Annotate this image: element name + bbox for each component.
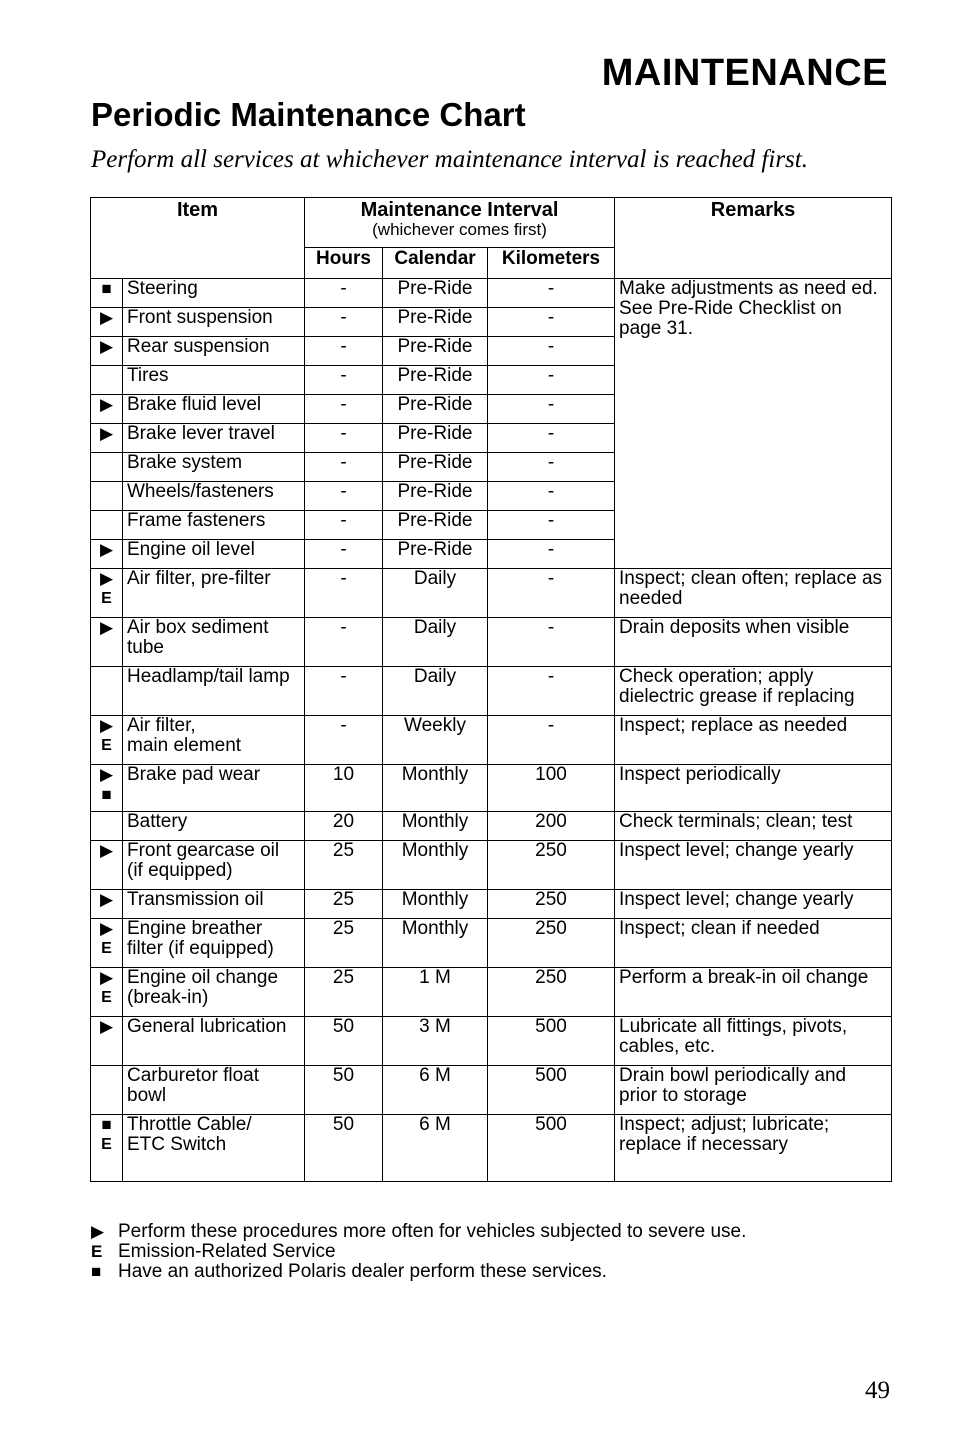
row-kilometers: - xyxy=(488,424,615,453)
row-remarks: Perform a break-in oil change xyxy=(615,968,892,1017)
row-kilometers: - xyxy=(488,482,615,511)
header-hours: Hours xyxy=(305,248,383,279)
row-hours: 20 xyxy=(305,812,383,841)
row-calendar: Pre-Ride xyxy=(383,395,488,424)
row-hours: 50 xyxy=(305,1115,383,1182)
row-symbol: ▶ xyxy=(91,540,123,569)
row-item: Brake pad wear xyxy=(123,765,305,812)
row-remarks: Inspect; adjust; lubricate; replace if necessary xyxy=(615,1115,892,1182)
row-symbol: ▶ xyxy=(91,395,123,424)
legend xyxy=(91,1222,746,1282)
table-row xyxy=(91,1017,892,1066)
row-kilometers: 200 xyxy=(488,812,615,841)
row-kilometers: 250 xyxy=(488,890,615,919)
row-kilometers: - xyxy=(488,511,615,540)
row-kilometers: - xyxy=(488,308,615,337)
row-hours: - xyxy=(305,366,383,395)
row-symbol: ▶ xyxy=(91,618,123,667)
row-calendar: Monthly xyxy=(383,919,488,968)
row-remarks: Drain bowl periodically and prior to storage xyxy=(615,1066,892,1115)
row-hours: - xyxy=(305,716,383,765)
row-kilometers: - xyxy=(488,366,615,395)
row-calendar: Monthly xyxy=(383,890,488,919)
row-calendar: Pre-Ride xyxy=(383,308,488,337)
legend-item xyxy=(91,1222,746,1242)
row-symbol xyxy=(91,667,123,716)
legend-item xyxy=(91,1262,746,1282)
legend-text: Emission-Related Service xyxy=(118,1241,336,1262)
row-item: Rear suspension xyxy=(123,337,305,366)
table-row xyxy=(91,841,892,890)
legend-text: Perform these procedures more often for vehicles subjected to severe use. xyxy=(118,1221,747,1242)
table-row xyxy=(91,569,892,618)
header-kilometers: Kilometers xyxy=(488,248,615,279)
row-item: Transmission oil xyxy=(123,890,305,919)
row-calendar: 6 M xyxy=(383,1115,488,1182)
section-title: MAINTENANCE xyxy=(601,52,888,94)
table-row xyxy=(91,716,892,765)
table-row xyxy=(91,279,892,308)
row-calendar: Pre-Ride xyxy=(383,279,488,308)
row-hours: - xyxy=(305,482,383,511)
row-calendar: 1 M xyxy=(383,968,488,1017)
row-item: Air filter, pre-filter xyxy=(123,569,305,618)
row-calendar: 6 M xyxy=(383,1066,488,1115)
row-remarks: Make adjustments as need ed. See Pre-Ride Checklist on page 31. xyxy=(615,279,892,569)
row-item: Engine oil change (break-in) xyxy=(123,968,305,1017)
table-row xyxy=(91,1115,892,1182)
row-kilometers: - xyxy=(488,540,615,569)
row-symbol: ▶ xyxy=(91,890,123,919)
row-calendar: Pre-Ride xyxy=(383,482,488,511)
row-item: General lubrication xyxy=(123,1017,305,1066)
row-calendar: Daily xyxy=(383,569,488,618)
row-kilometers: 500 xyxy=(488,1115,615,1182)
header-interval-label: Maintenance Interval xyxy=(360,199,559,221)
row-hours: - xyxy=(305,453,383,482)
row-hours: - xyxy=(305,424,383,453)
row-kilometers: - xyxy=(488,569,615,618)
row-hours: - xyxy=(305,279,383,308)
row-kilometers: 250 xyxy=(488,919,615,968)
row-calendar: Pre-Ride xyxy=(383,540,488,569)
row-symbol: ▶ xyxy=(91,841,123,890)
row-calendar: Pre-Ride xyxy=(383,511,488,540)
table-row xyxy=(91,765,892,812)
table-row xyxy=(91,1066,892,1115)
row-symbol xyxy=(91,812,123,841)
row-symbol xyxy=(91,1066,123,1115)
row-hours: - xyxy=(305,540,383,569)
row-item: Headlamp/tail lamp xyxy=(123,667,305,716)
row-item: Battery xyxy=(123,812,305,841)
row-item: Throttle Cable/ ETC Switch xyxy=(123,1115,305,1182)
row-item: Steering xyxy=(123,279,305,308)
row-calendar: Daily xyxy=(383,667,488,716)
row-item: Engine oil level xyxy=(123,540,305,569)
row-remarks: Inspect periodically xyxy=(615,765,892,812)
table-row xyxy=(91,812,892,841)
header-remarks: Remarks xyxy=(615,198,892,279)
row-calendar: Pre-Ride xyxy=(383,453,488,482)
row-calendar: Monthly xyxy=(383,841,488,890)
row-item: Brake lever travel xyxy=(123,424,305,453)
table-row xyxy=(91,618,892,667)
row-item: Air box sediment tube xyxy=(123,618,305,667)
row-symbol: ▶ E xyxy=(91,919,123,968)
row-calendar: Monthly xyxy=(383,765,488,812)
row-hours: 10 xyxy=(305,765,383,812)
row-item: Front suspension xyxy=(123,308,305,337)
row-hours: 25 xyxy=(305,968,383,1017)
row-item: Engine breather filter (if equipped) xyxy=(123,919,305,968)
row-hours: - xyxy=(305,308,383,337)
row-hours: - xyxy=(305,511,383,540)
row-calendar: Pre-Ride xyxy=(383,424,488,453)
maintenance-table xyxy=(90,197,892,1182)
row-calendar: Pre-Ride xyxy=(383,366,488,395)
row-item: Front gearcase oil (if equipped) xyxy=(123,841,305,890)
page-number: 49 xyxy=(865,1377,890,1404)
row-kilometers: - xyxy=(488,395,615,424)
table-row xyxy=(91,968,892,1017)
row-kilometers: - xyxy=(488,716,615,765)
row-item: Frame fasteners xyxy=(123,511,305,540)
row-kilometers: 250 xyxy=(488,841,615,890)
row-kilometers: 500 xyxy=(488,1017,615,1066)
page-title: Periodic Maintenance Chart xyxy=(91,96,526,133)
header-interval-sub: (whichever comes first) xyxy=(372,220,547,239)
triangle-icon: ▶ xyxy=(91,1222,105,1241)
row-calendar: Pre-Ride xyxy=(383,337,488,366)
emission-icon: E xyxy=(91,1242,103,1261)
row-item: Wheels/fasteners xyxy=(123,482,305,511)
row-symbol: ▶ E xyxy=(91,569,123,618)
row-calendar: Monthly xyxy=(383,812,488,841)
row-symbol xyxy=(91,482,123,511)
legend-text: Have an authorized Polaris dealer perform these services. xyxy=(118,1261,607,1282)
row-symbol: ■ xyxy=(91,279,123,308)
row-hours: 25 xyxy=(305,841,383,890)
row-kilometers: - xyxy=(488,453,615,482)
row-remarks: Drain deposits when visible xyxy=(615,618,892,667)
row-kilometers: - xyxy=(488,667,615,716)
row-calendar: Weekly xyxy=(383,716,488,765)
row-kilometers: - xyxy=(488,279,615,308)
row-symbol: ▶ xyxy=(91,337,123,366)
row-hours: - xyxy=(305,395,383,424)
row-symbol xyxy=(91,366,123,395)
row-symbol: ■ E xyxy=(91,1115,123,1182)
row-calendar: Daily xyxy=(383,618,488,667)
row-hours: - xyxy=(305,618,383,667)
row-item: Brake fluid level xyxy=(123,395,305,424)
row-item: Brake system xyxy=(123,453,305,482)
row-kilometers: 100 xyxy=(488,765,615,812)
row-kilometers: 500 xyxy=(488,1066,615,1115)
row-hours: - xyxy=(305,569,383,618)
row-hours: 25 xyxy=(305,919,383,968)
row-symbol xyxy=(91,453,123,482)
row-item: Tires xyxy=(123,366,305,395)
header-interval xyxy=(305,198,615,248)
row-remarks: Inspect level; change yearly xyxy=(615,841,892,890)
row-kilometers: - xyxy=(488,337,615,366)
row-symbol: ▶ ■ xyxy=(91,765,123,812)
row-hours: - xyxy=(305,337,383,366)
row-hours: - xyxy=(305,667,383,716)
row-remarks: Inspect; clean often; replace as needed xyxy=(615,569,892,618)
row-remarks: Check terminals; clean; test xyxy=(615,812,892,841)
row-calendar: 3 M xyxy=(383,1017,488,1066)
row-symbol: ▶ xyxy=(91,424,123,453)
row-symbol xyxy=(91,511,123,540)
header-item: Item xyxy=(91,198,305,279)
table-row xyxy=(91,667,892,716)
row-item: Carburetor float bowl xyxy=(123,1066,305,1115)
row-kilometers: 250 xyxy=(488,968,615,1017)
row-hours: 25 xyxy=(305,890,383,919)
row-symbol: ▶ xyxy=(91,308,123,337)
square-icon: ■ xyxy=(91,1262,102,1281)
header-calendar: Calendar xyxy=(383,248,488,279)
row-remarks: Check operation; apply dielectric grease if replacing xyxy=(615,667,892,716)
intro-text: Perform all services at whichever maintenance interval is reached first. xyxy=(91,146,808,173)
row-symbol: ▶ E xyxy=(91,968,123,1017)
row-symbol: ▶ E xyxy=(91,716,123,765)
table-row xyxy=(91,890,892,919)
row-item: Air filter, main element xyxy=(123,716,305,765)
table-row xyxy=(91,919,892,968)
row-remarks: Lubricate all fittings, pivots, cables, etc. xyxy=(615,1017,892,1066)
row-symbol: ▶ xyxy=(91,1017,123,1066)
row-remarks: Inspect; replace as needed xyxy=(615,716,892,765)
row-kilometers: - xyxy=(488,618,615,667)
row-remarks: Inspect; clean if needed xyxy=(615,919,892,968)
legend-item xyxy=(91,1242,746,1262)
row-remarks: Inspect level; change yearly xyxy=(615,890,892,919)
row-hours: 50 xyxy=(305,1066,383,1115)
row-hours: 50 xyxy=(305,1017,383,1066)
